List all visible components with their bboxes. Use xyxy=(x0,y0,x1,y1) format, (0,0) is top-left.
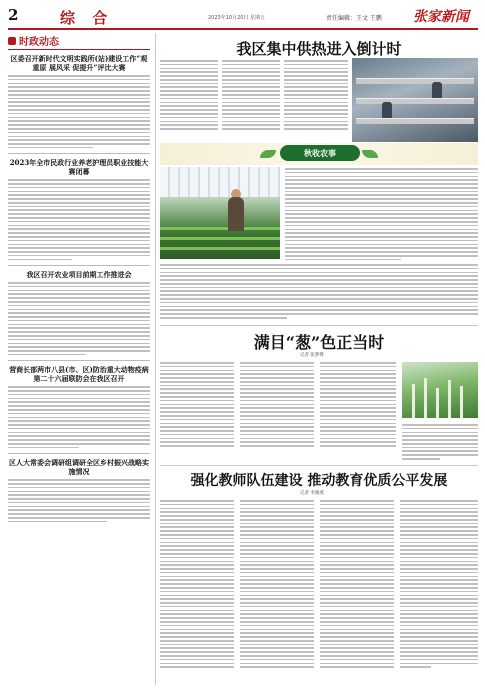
heating-pipe-photo xyxy=(352,58,478,142)
article-divider xyxy=(8,265,150,266)
onion-body-col1 xyxy=(160,362,234,447)
article-civilization-practice xyxy=(8,54,150,148)
article-divider xyxy=(8,453,150,454)
page-header xyxy=(8,6,478,28)
article-divider xyxy=(8,360,150,361)
education-body-col4 xyxy=(400,500,478,668)
education-body-col2 xyxy=(240,500,314,668)
education-headline: 强化教师队伍建设 推动教育优质公平发展 xyxy=(190,473,448,489)
article-title: 我区召开农业项目前期工作推进会 xyxy=(26,270,132,280)
column-rule xyxy=(155,33,156,685)
greenhouse-body-2 xyxy=(160,264,478,319)
onion-body-col3 xyxy=(320,362,396,447)
header-rule xyxy=(8,28,478,30)
greenhouse-body xyxy=(285,168,478,260)
leaf-icon xyxy=(362,150,378,158)
education-body-col3 xyxy=(320,500,394,668)
lead-body-col2 xyxy=(222,60,280,130)
banner-title: 秋收农事 xyxy=(280,145,360,161)
onion-body-col2 xyxy=(240,362,314,447)
article-body xyxy=(8,179,150,260)
column-tag-label: 时政动态 xyxy=(19,37,59,48)
lead-body-col3 xyxy=(284,60,348,130)
section-rule xyxy=(160,325,478,326)
column-tag xyxy=(8,33,150,50)
lead-headline: 我区集中供热进入倒计时 xyxy=(236,40,402,58)
leaf-icon xyxy=(260,150,276,158)
issue-date: 2023年10月20日 星期五 xyxy=(208,15,266,21)
article-title: 营商长部两市八县(市、区)防治重大动物疫病第二十六届联防会在我区召开 xyxy=(9,365,149,384)
article-eldercare-contest xyxy=(8,158,150,260)
greenhouse-photo xyxy=(160,167,280,259)
article-title: 2023年全市民政行业养老护理员职业技能大赛闭幕 xyxy=(9,158,149,177)
onion-photo-caption xyxy=(402,424,478,460)
article-title: 区委召开新时代文明实践所(站)建设工作“观重原 展风采 促提升”评比大赛 xyxy=(10,54,148,72)
article-animal-disease xyxy=(8,365,150,448)
education-body-col1 xyxy=(160,500,234,668)
section-title: 综 合 xyxy=(60,9,114,27)
article-divider xyxy=(8,153,150,154)
article-body xyxy=(8,386,150,448)
onion-headline: 满目“葱”色正当时 xyxy=(253,333,385,352)
column-tag-icon xyxy=(8,37,16,45)
article-rural-revitalization xyxy=(8,458,150,522)
education-byline: 记者 李晓燕 xyxy=(300,491,324,496)
page-number: 2 xyxy=(8,6,19,24)
editor-credit: 责任编辑：王文 王鹏 xyxy=(326,15,382,22)
section-banner xyxy=(160,143,478,165)
onion-field-photo xyxy=(402,362,478,418)
onion-byline: 记者 张梦烨 xyxy=(300,353,324,358)
section-rule xyxy=(160,465,478,466)
article-title: 区人大常委会调研组调研全区乡村振兴战略实施情况 xyxy=(9,458,149,477)
article-body xyxy=(8,75,150,148)
lead-body-col1 xyxy=(160,60,218,130)
article-body xyxy=(8,479,150,522)
masthead-logo: 张家新闻 xyxy=(413,9,469,25)
left-column xyxy=(8,33,150,527)
article-agri-projects xyxy=(8,270,150,355)
article-body xyxy=(8,282,150,355)
